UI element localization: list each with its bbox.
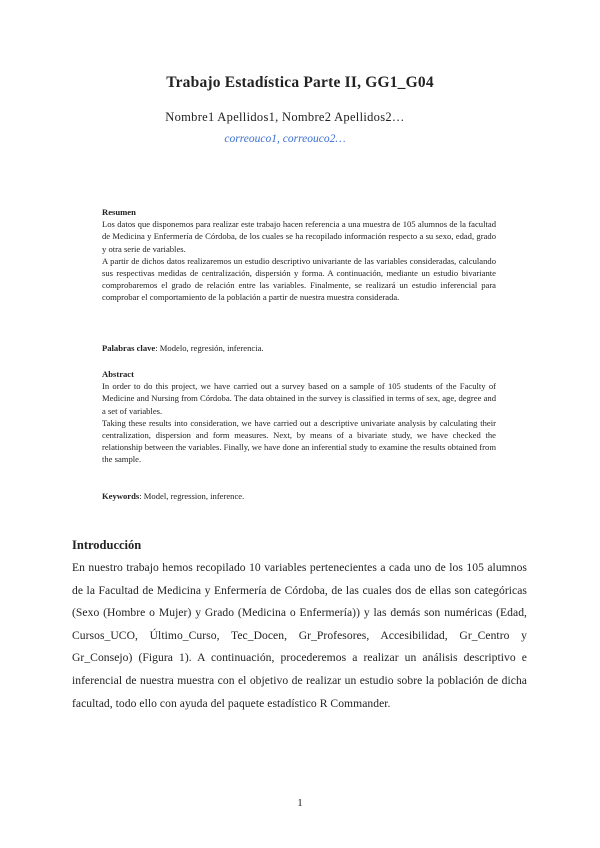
palabras-clave-line [102,342,496,354]
introduccion-heading: Introducción [72,538,142,552]
palabras-clave-value: : Modelo, regresión, inferencia. [155,343,264,353]
abstract-section [102,368,496,466]
resumen-paragraph-2: A partir de dichos datos realizaremos un estudio descriptivo univariante de las variables consideradas, calculando sus respectivas medidas de centralización, dispersión y forma. A continuación, mediante un estudio bivariante comprobaremos el grado de relación entre las variables. Finalmente, se realizará un estudio inferencial para comprobar el comportamiento de la población a partir de nuestra muestra considerada. [102,255,496,303]
keywords-label: Keywords [102,491,140,501]
abstract-heading: Abstract [102,369,134,379]
introduccion-paragraph: En nuestro trabajo hemos recopilado 10 variables pertenecientes a cada uno de los 105 alumnos de la Facultad de Medicina y Enfermería de Córdoba, de las cuales dos de ellas son categóricas (Sexo (Hombre o Mujer) y Grado (Medicina o Enfermería)) y las demás son numéricas (Edad, Cursos_UCO, Último_Curso, Tec_Docen, Gr_Profesores, Accesibilidad, Gr_Centro y Gr_Consejo) (Figura 1). A continuación, procederemos a realizar un análisis descriptivo e inferencial de nuestra muestra con el objetivo de realizar un estudio sobre la población de dicha facultad, todo ello con ayuda del paquete estadístico R Commander. [72,561,527,710]
paper-title: Trabajo Estadística Parte II, GG1_G04 [166,74,434,91]
abstract-paragraph-2: Taking these results into consideration, we have carried out a descriptive univariate analysis by calculating their centralization, dispersion and form measures. Next, by means of a bivariate study, we have checked the relationship between the variables. Finally, we have done an inferential study to examine the results obtained from the sample. [102,417,496,465]
abstract-paragraph-1: In order to do this project, we have carried out a survey based on a sample of 105 students of the Faculty of Medicine and Nursing from Córdoba. The data obtained in the survey is classified in terms of sex, age, degree and a set of variables. [102,381,496,416]
palabras-clave-label: Palabras clave [102,343,156,353]
keywords-value: : Model, regression, inference. [139,491,245,501]
resumen-heading: Resumen [102,207,136,217]
resumen-section [102,206,496,304]
resumen-paragraph-1: Los datos que disponemos para realizar este trabajo hacen referencia a una muestra de 105 alumnos de la facultad de Medicina y Enfermería de Córdoba, de los cuales se ha recopilado información respecto a su sexo, edad, grado y otra serie de variables. [102,219,496,254]
author-emails[interactable]: correouco1, correouco2… [224,133,346,145]
page-number: 1 [297,797,303,809]
author-names: Nombre1 Apellidos1, Nombre2 Apellidos2… [165,110,405,124]
keywords-line [102,490,496,502]
